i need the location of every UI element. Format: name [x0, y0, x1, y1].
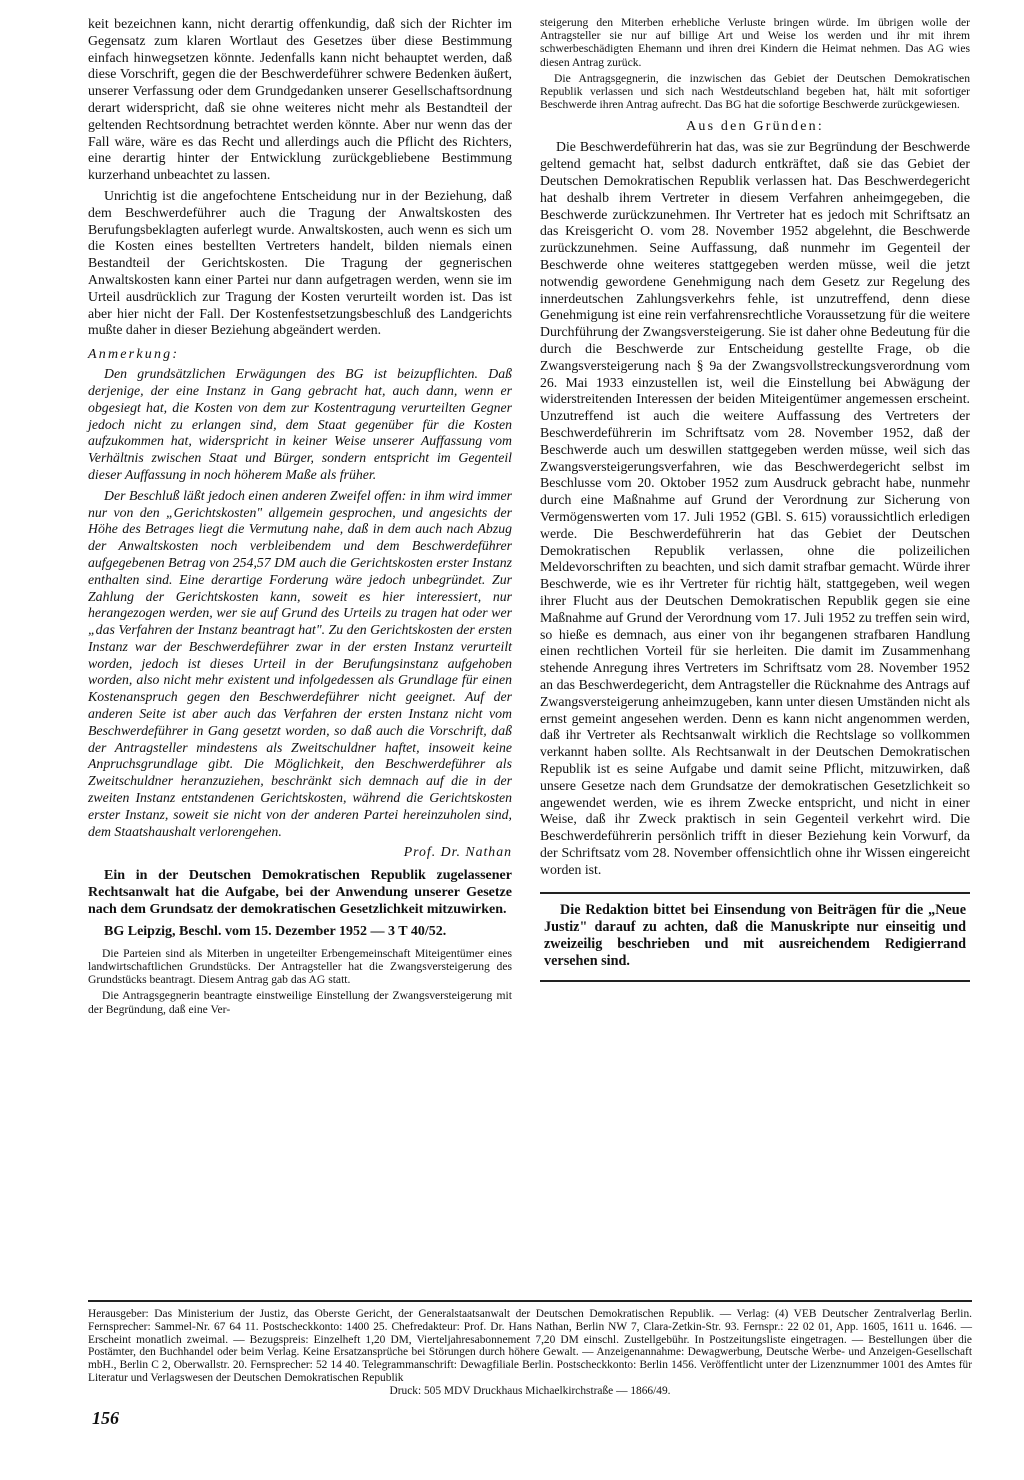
- imprint: [88, 1300, 972, 1398]
- reasons-text: [540, 139, 970, 878]
- paragraph: steigerung den Miterben erhebliche Verluste bringen würde. Im übrigen wolle der Antragsteller sie nur auf billige Art und Weise los werden und ihr mit ihrem schwerbeschädigten Ehemann und ihren drei Kindern die Heimat nehmen. Das AG wies diesen Antrag zurück.: [540, 16, 970, 69]
- headnote: [88, 868, 512, 918]
- paragraph: Die Parteien sind als Miterben in ungeteilter Erbengemeinschaft Miteigentümer eines landwirtschaftlichen Grundstücks. Der Antragsteller hat die Zwangsversteigerung des Grundstücks beantragt. Diesem Antrag gab das AG statt.: [88, 946, 512, 987]
- anmerkung-text: [88, 366, 512, 840]
- left-body-text: [88, 16, 512, 339]
- citation-text: BG Leipzig, Beschl. vom 15. Dezember 1952 — 3 T 40/52.: [104, 924, 447, 940]
- reasons-heading: Aus den Gründen:: [686, 119, 824, 135]
- paragraph: Die Antragsgegnerin, die inzwischen das Gebiet der Deutschen Demokratischen Republik verlassen und sich nach Westdeutschland begeben hat, hält mit sofortiger Beschwerde ihren Antrag aufrecht. Das BG hat die sofortige Beschwerde zurückgewiesen.: [540, 71, 970, 112]
- facts-text: [88, 947, 512, 1016]
- left-column: [88, 16, 512, 1019]
- page-number: 156: [92, 1408, 119, 1428]
- imprint-text: Herausgeber: Das Ministerium der Justiz, das Oberste Gericht, der Generalstaatsanwalt der Deutschen Demokratischen Republik. — Verlag: (4) VEB Deutscher Zentralverlag Berlin. Fernsprecher: Sammel-Nr. 67 64 11. Postscheckkonto: 1400 25. Chefredakteur: Prof. Dr. Hans Nathan, Berlin NW 7, Clara-Zetkin-Str. 93. Fernspr.: 22 02 01, App. 1605, 1611 u. 1646. — Erscheint monatlich zweimal. — Bezugspreis: Einzelheft 1,20 DM, Vierteljahresabonnement 7,20 DM einschl. Zustellgebühr. In Postzeitungsliste eingetragen. — Bestellungen über die Postämter, den Buchhandel oder beim Verlag. Keine Ersatzansprüche bei Störungen durch höhere Gewalt. — Anzeigenannahme: Dewagwerbung, Deutsche Werbe- und Anzeigen-Gesellschaft mbH., Berlin C 2, Oberwallstr. 20. Fernsprecher: 52 14 40. Telegrammanschrift: Dewagfiliale Berlin. Postscheckkonto: Berlin 1456. Veröffentlicht unter der Lizenznummer 1001 des Amtes für Literatur und Verlagswesen der Deutschen Demokratischen Republik: [88, 1308, 972, 1384]
- print-line: Druck: 505 MDV Druckhaus Michaelkirchstraße — 1866/49.: [389, 1384, 671, 1397]
- paragraph: Der Beschluß läßt jedoch einen anderen Zweifel offen: in ihm wird immer nur von den „Gerichtskosten" allgemein gesprochen, und angesichts der Höhe des Betrages liegt die Vermutung nahe, daß in dem auch nach Abzug der Anwaltskosten noch verbleibendem und dem Beschwerdeführer aufgegebenen Betrag von 254,57 DM auch die Gerichtskosten erster Instanz enthalten sind. Eine derartige Forderung wäre jedoch unbegründet. Zur Zahlung der Gerichtskosten kann, soweit es hier interessiert, nur herangezogen werden, wer sie auf Grund des Urteils zu tragen hat oder wer „das Verfahren der Instanz beantragt hat". Zu den Gerichtskosten der ersten Instanz war der Beschwerdeführer zwar in der ersten Instanz verurteilt worden, jedoch ist dieses Urteil in der Berufungsinstanz aufgehoben worden, also nicht mehr existent und infolgedessen als Grundlage für einen Kostenanspruch gegen den Beschwerdeführer nicht geeignet. Auf der anderen Seite ist aber auch das Verfahren der ersten Instanz nicht vom Beschwerdeführer in Gang gesetzt worden, so daß auch die Vorschrift, daß der Antragsteller mindestens als Zweitschuldner haftet, insoweit keine Anpruchsgrundlage gibt. Die Möglichkeit, den Beschwerdeführer als Zweitschuldner heranzuziehen, beschränkt sich demnach auf die in der zweiten Instanz entstandenen Gerichtskosten, während die Gerichtskosten erster Instanz, soweit sie nicht von der anderen Partei hereinzuholen sind, dem Staatshaushalt verlorengehen.: [88, 487, 512, 839]
- paragraph: keit bezeichnen kann, nicht derartig offenkundig, daß sich der Richter im Gegensatz zum klaren Wortlaut des Gesetzes über diese Bestimmung einfach hinwegsetzen könnte. Jedenfalls kann nicht behauptet werden, daß diese Vorschrift, gegen die der Beschwerdeführer schwere Bedenken äußert, unserer Verfassung oder dem Grundgedanken unserer Gesellschaftsordnung derart widerspricht, daß sie ohne weiteres nicht mehr als Bestandteil der geltenden Rechtsordnung betrachtet werden könnte. Aber nur wenn das der Fall wäre, wäre es das Recht und allerdings auch die Pflicht des Richters, eine derartig hinter der Entwicklung zurückgebliebene Bestimmung kurzerhand unbeachtet zu lassen.: [88, 16, 512, 183]
- paragraph: Den grundsätzlichen Erwägungen des BG ist beizupflichten. Daß derjenige, der eine Instanz in Gang gebracht hat, auch dann, wenn er obgesiegt hat, die Kosten von dem zur Kostentragung verurteilten Gegner jedoch nicht zu erlangen sind, dem Staat gegenüber für die Kosten aufzukommen hat, widerspricht in keiner Weise unserer Auffassung vom Verhältnis zwischen Staat und Bürger, sondern entspricht im Gegenteil dieser Auffassung in noch höherem Maße als früher.: [88, 366, 512, 482]
- right-column: [540, 16, 970, 982]
- anmerkung-heading: Anmerkung:: [88, 347, 180, 363]
- notice-text: Die Redaktion bittet bei Einsendung von Beiträgen für die „Neue Justiz" darauf zu achten, daß die Manuskripte nur einseitig und zweizeilig beschrieben und mit ausreichendem Redigierrand versehen sind.: [544, 902, 966, 970]
- paragraph: Die Beschwerdeführerin hat das, was sie zur Begründung der Beschwerde geltend gemacht hat, selbst dadurch entkräftet, daß sie das Gebiet der Deutschen Demokratischen Republik verlassen hat. Das Beschwerdegericht hat deshalb ihrem Vertreter in diesem Verfahren anheimgegeben, die Beschwerde zurückzunehmen. Ihr Vertreter hat es jedoch mit Schriftsatz an das Kreisgericht O. vom 28. November 1952 abgelehnt, die Beschwerde zurückzunehmen. Seine Auffassung, daß nunmehr im Gegenteil der Beschwerde ohne weiteres stattgegeben werden müsse, weil die jetzt notwendig gewordene Genehmigung nach dem Gesetz zur Regelung des innerdeutschen Zahlungsverkehrs fehle, ist unzutreffend, denn diese Genehmigung ist eine rein verfahrensrechtliche Voraussetzung für die weitere Durchführung der Zwangsversteigerung. Sie ist daher ohne Bedeutung für die durch die Beschwerde zur Entscheidung gestellte Frage, ob die Zwangsversteigerung nach § 9a der Zwangsvollstreckungsverordnung vom 26. Mai 1933 einzustellen ist, weil die Einstellung bei Abwägung der widerstreitenden Interessen der beiden Miteigentümer angemessen erscheint. Unzutreffend ist auch die weitere Auffassung des Vertreters der Beschwerdeführerin im Schriftsatz vom 28. November 1952, daß der Beschwerde auch um deswillen stattgegeben werden müsse, weil sich das Zwangsversteigerungsverfahren, wie das Beschwerdegericht selbst im Beschlusse vom 20. Oktober 1952 zum Ausdruck gebracht habe, nunmehr durch eine Maßnahme auf Grund der Verordnung zur Sicherung von Vermögenswerten vom 17. Juli 1952 (GBl. S. 615) voraussichtlich erledigen werde. Die Beschwerdeführerin hat das Gebiet der Deutschen Demokratischen Republik verlassen, ohne die polizeilichen Meldevorschriften zu beachten, und sich damit strafbar gemacht. Würde ihrer Beschwerde, wie es ihr Vertreter für richtig hält, stattgegeben, weil wegen ihrer Flucht aus der Deutschen Demokratischen Republik gegen sie eine Maßnahme auf Grund der Verordnung vom 17. Juli 1952 zu treffen sein wird, so hieße es demnach, aus einer von ihr begangenen strafbaren Handlung einen rechtlichen Vorteil für sie herleiten. Die damit im Zusammenhang stehende Anregung ihres Vertreters im Schriftsatz vom 28. November 1952 an das Beschwerdegericht, dem Antragsteller die Rücknahme des Antrags auf Zwangsversteigerung anheimzugeben, kann unter diesen Umständen nicht als ernst gemeint angesehen werden. Denn es kann nicht angenommen werden, daß ihr Vertreter als Rechtsanwalt wirklich die Rechtslage so vollkommen verkannt haben sollte. Als Rechtsanwalt in der Deutschen Demokratischen Republik ist es seine Aufgabe und damit seine Pflicht, mitzuwirken, daß unsere Gesetze nach dem Grundsatze der demokratischen Gesetzlichkeit so angewendet werden, wie es ihrem Zwecke entspricht, und nicht in einer Weise, daß ihr Zweck praktisch in sein Gegenteil verkehrt wird. Die Beschwerdeführerin persönlich trifft in dieser Beziehung kein Vorwurf, da der Schriftsatz vom 28. November offensichtlich ohne ihr Wissen eingereicht worden ist.: [540, 139, 970, 877]
- paragraph: Unrichtig ist die angefochtene Entscheidung nur in der Beziehung, daß dem Beschwerdeführer auch die Tragung der Anwaltskosten des Berufungsbeklagten auferlegt wurde. Anwaltskosten, auch wenn es sich um die Kosten eines bestellten Vertreters handelt, bilden niemals einen Bestandteil der Gerichtskosten. Die Tragung der gegnerischen Anwaltskosten kann einer Partei nur dann aufgetragen werden, wenn sie im Urteil ausdrücklich zur Tragung der Kosten verurteilt worden ist. Das ist aber hier nicht der Fall. Der Kostenfestsetzungsbeschluß des Landgerichts mußte daher in dieser Beziehung abgeändert werden.: [88, 187, 512, 338]
- author-signature: Prof. Dr. Nathan: [403, 844, 512, 860]
- paragraph: Die Antragsgegnerin beantragte einstweilige Einstellung der Zwangsversteigerung mit der Begründung, daß eine Ver-: [88, 989, 512, 1016]
- headnote-text: Ein in der Deutschen Demokratischen Republik zugelassener Rechtsanwalt hat die Aufgabe, bei der Anwendung unserer Gesetze nach dem Grundsatz der demokratischen Gesetzlichkeit mitzuwirken.: [88, 868, 512, 917]
- editorial-notice: [540, 892, 970, 982]
- court-citation: [88, 924, 512, 941]
- facts-text: [540, 16, 970, 111]
